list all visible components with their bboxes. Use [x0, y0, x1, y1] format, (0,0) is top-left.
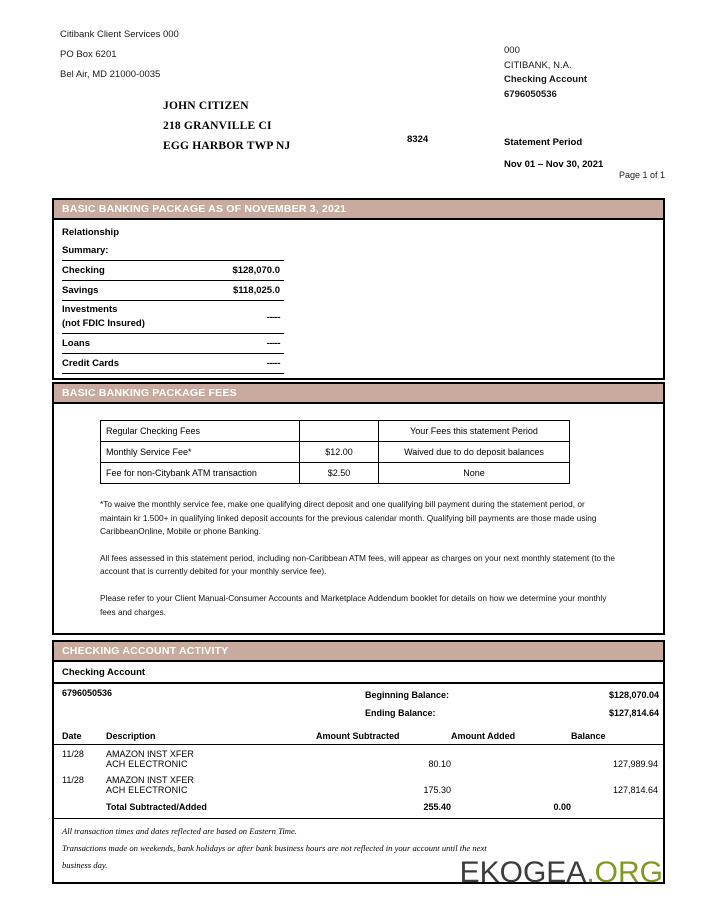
statement-period-label: Statement Period	[504, 137, 583, 148]
fee-name: Fee for non-Citybank ATM transaction	[101, 463, 300, 484]
addressee-name: JOHN CITIZEN	[163, 100, 249, 112]
footer-note-line-2: Transactions made on weekends, bank holidays or after bank business hours are not reflected in your account until the next	[62, 843, 487, 853]
fee-amount: $12.00	[300, 442, 379, 463]
watermark-primary: EKOGEA	[459, 856, 587, 889]
balance-summary-row	[54, 684, 663, 731]
summary-row-label: Savings	[62, 281, 173, 301]
sender-line-3: Bel Air, MD 21000-0035	[60, 69, 161, 80]
relationship-summary-section	[52, 198, 665, 380]
addressee-block	[163, 96, 290, 156]
totals-added: 0.00	[553, 802, 571, 812]
summary-table	[62, 260, 284, 374]
summary-row-value: $128,070.0	[173, 261, 284, 281]
transaction-subtracted-empty	[316, 745, 451, 760]
summary-row-label: Loans	[62, 334, 173, 354]
transaction-date: 11/28	[62, 775, 84, 785]
transaction-balance: 127,989.94	[612, 759, 658, 769]
fees-body	[54, 404, 663, 633]
summary-row-value: -----	[173, 354, 284, 374]
statement-period-value: Nov 01 – Nov 30, 2021	[504, 159, 604, 170]
addressee-city: EGG HARBOR TWP NJ	[163, 140, 291, 152]
fees-notes	[100, 498, 617, 619]
summary-row-value: -----	[173, 301, 284, 334]
fees-band-title: BASIC BANKING PACKAGE FEES	[54, 384, 663, 404]
routing-code: 8324	[407, 134, 429, 145]
bank-code: 000	[504, 45, 520, 56]
footer-note-line-3: business day.	[62, 860, 108, 870]
fees-note-3: Please refer to your Client Manual-Consumer Accounts and Marketplace Addendum booklet for details on how we determine your monthly fees and charges.	[100, 592, 607, 617]
totals-row	[54, 797, 663, 818]
transaction-added-empty	[451, 745, 571, 760]
totals-date-empty	[54, 797, 106, 818]
transactions-header	[54, 731, 663, 745]
table-header-row	[54, 731, 663, 745]
transaction-date-empty	[54, 759, 106, 771]
table-row	[101, 442, 570, 463]
summary-body	[54, 220, 663, 378]
sender-address-block	[60, 25, 179, 85]
column-header-date: Date	[54, 731, 106, 745]
totals-label: Total Subtracted/Added	[106, 802, 207, 812]
table-row	[62, 281, 284, 301]
summary-heading-line-2: Summary:	[62, 245, 109, 256]
transaction-date: 11/28	[62, 749, 84, 759]
banking-package-fees-section	[52, 382, 665, 635]
transaction-subtracted-empty	[316, 771, 451, 785]
activity-account-number: 6796050536	[62, 688, 113, 698]
transactions-body	[54, 745, 663, 819]
activity-band-title: CHECKING ACCOUNT ACTIVITY	[54, 642, 663, 662]
ending-balance-label: Ending Balance:	[365, 708, 436, 718]
transaction-added	[451, 785, 571, 797]
beginning-balance-value: $128,070.04	[608, 690, 659, 700]
transaction-description: AMAZON INST XFER	[106, 749, 194, 759]
summary-row-value: -----	[173, 334, 284, 354]
summary-row-value: $118,025.0	[173, 281, 284, 301]
transaction-added	[451, 759, 571, 771]
column-header-added: Amount Added	[451, 731, 571, 745]
sender-line-2: PO Box 6201	[60, 49, 117, 60]
transaction-sub-description: ACH ELECTRONIC	[106, 759, 188, 769]
beginning-balance-row	[323, 686, 663, 704]
transaction-date-empty	[54, 785, 106, 797]
bank-info-block	[504, 44, 587, 102]
page-indicator: Page 1 of 1	[618, 170, 665, 180]
table-row	[101, 421, 570, 442]
transaction-added-empty	[451, 771, 571, 785]
fee-status: Waived due to do deposit balances	[379, 442, 570, 463]
transaction-balance: 127,814.64	[612, 785, 658, 795]
footer-note-line-1: All transaction times and dates reflected are based on Eastern Time.	[62, 826, 297, 836]
addressee-street: 218 GRANVILLE CI	[163, 120, 272, 132]
watermark-secondary: .ORG	[586, 856, 663, 889]
totals-balance-empty	[571, 797, 663, 818]
beginning-balance-label: Beginning Balance:	[365, 690, 450, 700]
fee-status: None	[379, 463, 570, 484]
ending-balance-value: $127,814.64	[608, 708, 659, 718]
table-row	[62, 301, 284, 334]
bank-name: CITIBANK, N.A.	[504, 59, 572, 71]
fee-name: Monthly Service Fee*	[101, 442, 300, 463]
activity-account-label: Checking Account	[54, 662, 663, 684]
checking-account-activity-section	[52, 640, 665, 889]
summary-row-label	[62, 301, 173, 334]
sender-line-1: Citibank Client Services 000	[60, 29, 179, 40]
account-number: 6796050536	[504, 88, 557, 100]
table-row	[54, 771, 663, 785]
table-row	[62, 334, 284, 354]
transactions-table	[54, 731, 663, 818]
fee-amount	[300, 421, 379, 442]
summary-band-title: BASIC BANKING PACKAGE AS OF NOVEMBER 3, 2021	[54, 200, 663, 220]
fees-table	[100, 420, 570, 484]
fees-note-2: All fees assessed in this statement period, including non-Caribbean ATM fees, will appear as charges on your next monthly statement (to the account that is currently debited for your monthly service fee).	[100, 552, 615, 577]
transaction-subtracted: 80.10	[428, 759, 451, 769]
fee-status: Your Fees this statement Period	[379, 421, 570, 442]
table-row	[62, 354, 284, 374]
column-header-balance: Balance	[571, 731, 663, 745]
activity-footer-note	[54, 818, 663, 889]
table-row	[54, 745, 663, 760]
summary-row-label: Credit Cards	[62, 354, 173, 374]
fee-name: Regular Checking Fees	[101, 421, 300, 442]
account-type: Checking Account	[504, 74, 588, 85]
table-row	[101, 463, 570, 484]
transaction-balance-empty	[571, 771, 663, 785]
transaction-balance-empty	[571, 745, 663, 760]
summary-row-label: Checking	[62, 261, 173, 281]
table-row	[54, 785, 663, 797]
summary-row-label-line-2: (not FDIC Insured)	[62, 318, 145, 329]
balance-lines	[323, 686, 663, 722]
column-header-subtracted: Amount Subtracted	[316, 731, 451, 745]
watermark	[460, 858, 663, 888]
fee-amount: $2.50	[300, 463, 379, 484]
transaction-sub-description: ACH ELECTRONIC	[106, 785, 188, 795]
ending-balance-row	[323, 704, 663, 722]
totals-subtracted: 255.40	[423, 802, 451, 812]
column-header-description: Description	[106, 731, 316, 745]
table-row	[62, 261, 284, 281]
fees-note-1: *To waive the monthly service fee, make one qualifying direct deposit and one qualifying bill payment during the statement period, or maintain kr 1.500+ in qualifying linked deposit accounts for the previous calendar month. Qualifying bill payments are those made using CaribbeanOnline, Mobile or phone Banking.	[100, 499, 597, 537]
summary-row-label-line-1: Investments	[62, 304, 118, 315]
transaction-description: AMAZON INST XFER	[106, 775, 194, 785]
transaction-subtracted: 175.30	[423, 785, 451, 795]
table-row	[54, 759, 663, 771]
summary-heading-line-1: Relationship	[62, 227, 120, 238]
